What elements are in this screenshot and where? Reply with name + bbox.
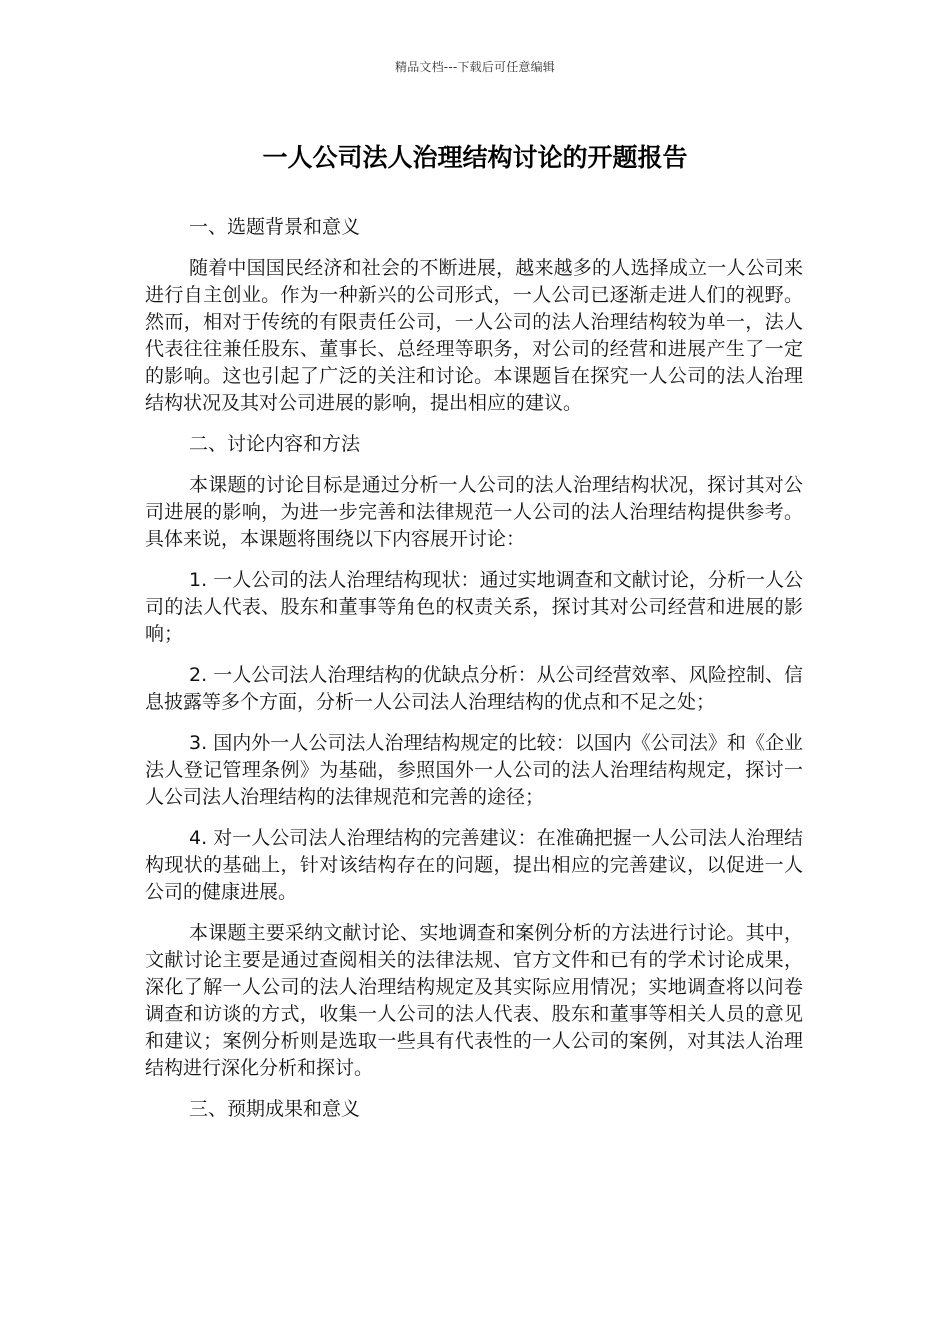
section-heading-expected-results: 三、预期成果和意义 <box>189 1098 361 1120</box>
document-title: 一人公司法人治理结构讨论的开题报告 <box>262 143 688 172</box>
document-body <box>145 214 803 1137</box>
list-item-3: 3. 国内外一人公司法人治理结构规定的比较：以国内《公司法》和《企业法人登记管理条例》为基础，参照国外一人公司的法人治理结构规定，探讨一人公司法人治理结构的法律规范和完善的途径； <box>145 732 803 808</box>
paragraph-research-goal: 本课题的讨论目标是通过分析一人公司的法人治理结构状况，探讨其对公司进展的影响，为进一步完善和法律规范一人公司的法人治理结构提供参考。具体来说，本课题将围绕以下内容展开讨论： <box>145 474 803 550</box>
list-item-2: 2. 一人公司法人治理结构的优缺点分析：从公司经营效率、风险控制、信息披露等多个方面，分析一人公司法人治理结构的优点和不足之处； <box>145 664 803 713</box>
paragraph-background: 随着中国国民经济和社会的不断进展，越来越多的人选择成立一人公司来进行自主创业。作为一种新兴的公司形式，一人公司已逐渐走进人们的视野。然而，相对于传统的有限责任公司，一人公司的法人治理结构较为单一，法人代表往往兼任股东、董事长、总经理等职务，对公司的经营和进展产生了一定的影响。这也引起了广泛的关注和讨论。本课题旨在探究一人公司的法人治理结构状况及其对公司进展的影响，提出相应的建议。 <box>145 257 803 414</box>
section-heading-content-method: 二、讨论内容和方法 <box>189 433 361 455</box>
header-note: 精品文档---下载后可任意编辑 <box>395 60 555 74</box>
list-item-4: 4. 对一人公司法人治理结构的完善建议：在准确把握一人公司法人治理结构现状的基础上，针对该结构存在的问题，提出相应的完善建议，以促进一人公司的健康进展。 <box>145 827 803 903</box>
paragraph-methods: 本课题主要采纳文献讨论、实地调查和案例分析的方法进行讨论。其中，文献讨论主要是通过查阅相关的法律法规、官方文件和已有的学术讨论成果，深化了解一人公司的法人治理结构规定及其实际应用情况；实地调查将以问卷调查和访谈的方式，收集一人公司的法人代表、股东和董事等相关人员的意见和建议；案例分析则是选取一些具有代表性的一人公司的案例，对其法人治理结构进行深化分析和探讨。 <box>145 922 803 1079</box>
list-item-1: 1. 一人公司的法人治理结构现状：通过实地调查和文献讨论，分析一人公司的法人代表、股东和董事等角色的权责关系，探讨其对公司经营和进展的影响； <box>145 569 803 645</box>
section-heading-background: 一、选题背景和意义 <box>189 216 361 238</box>
